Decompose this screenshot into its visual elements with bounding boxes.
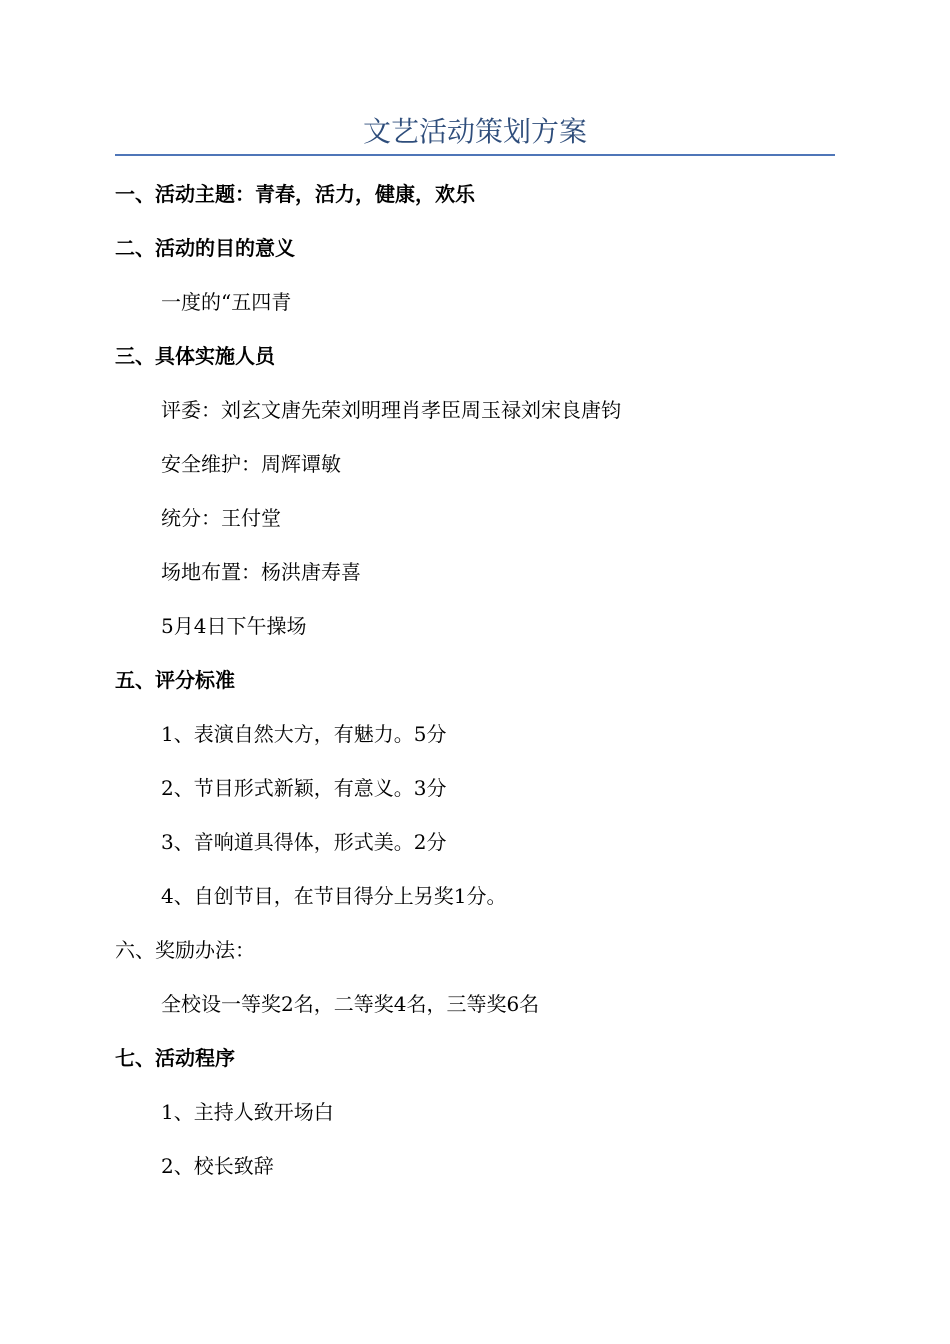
- section-heading-purpose: 二、活动的目的意义: [115, 236, 295, 260]
- document-title: 文艺活动策划方案: [362, 115, 587, 148]
- list-item-criteria-4: 4、自创节目，在节目得分上另奖1分。: [161, 884, 507, 908]
- section-heading-criteria: 五、评分标准: [115, 668, 235, 692]
- section-heading-program: 七、活动程序: [115, 1046, 235, 1070]
- paragraph-scoring-staff: 统分：王付堂: [161, 506, 281, 530]
- list-item-criteria-2: 2、节目形式新颖，有意义。3分: [161, 776, 447, 800]
- paragraph-security: 安全维护：周辉谭敏: [161, 452, 341, 476]
- list-item-criteria-3: 3、音响道具得体，形式美。2分: [161, 830, 447, 854]
- section-heading-theme: 一、活动主题：青春，活力，健康，欢乐: [115, 182, 475, 206]
- list-item-program-1: 1、主持人致开场白: [161, 1100, 334, 1124]
- paragraph-purpose: 一度的“五四青: [161, 290, 292, 314]
- section-heading-staff: 三、具体实施人员: [115, 344, 275, 368]
- list-item-criteria-1: 1、表演自然大方，有魅力。5分: [161, 722, 447, 746]
- title-underline: [115, 154, 835, 156]
- paragraph-awards: 全校设一等奖2名，二等奖4名，三等奖6名: [161, 992, 540, 1016]
- paragraph-venue-setup: 场地布置：杨洪唐寿喜: [161, 560, 361, 584]
- list-item-program-2: 2、校长致辞: [161, 1154, 274, 1178]
- paragraph-time-place: 5月4日下午操场: [161, 614, 307, 638]
- paragraph-judges: 评委：刘玄文唐先荣刘明理肖孝臣周玉禄刘宋良唐钧: [161, 398, 621, 422]
- section-heading-awards: 六、奖励办法：: [115, 938, 255, 962]
